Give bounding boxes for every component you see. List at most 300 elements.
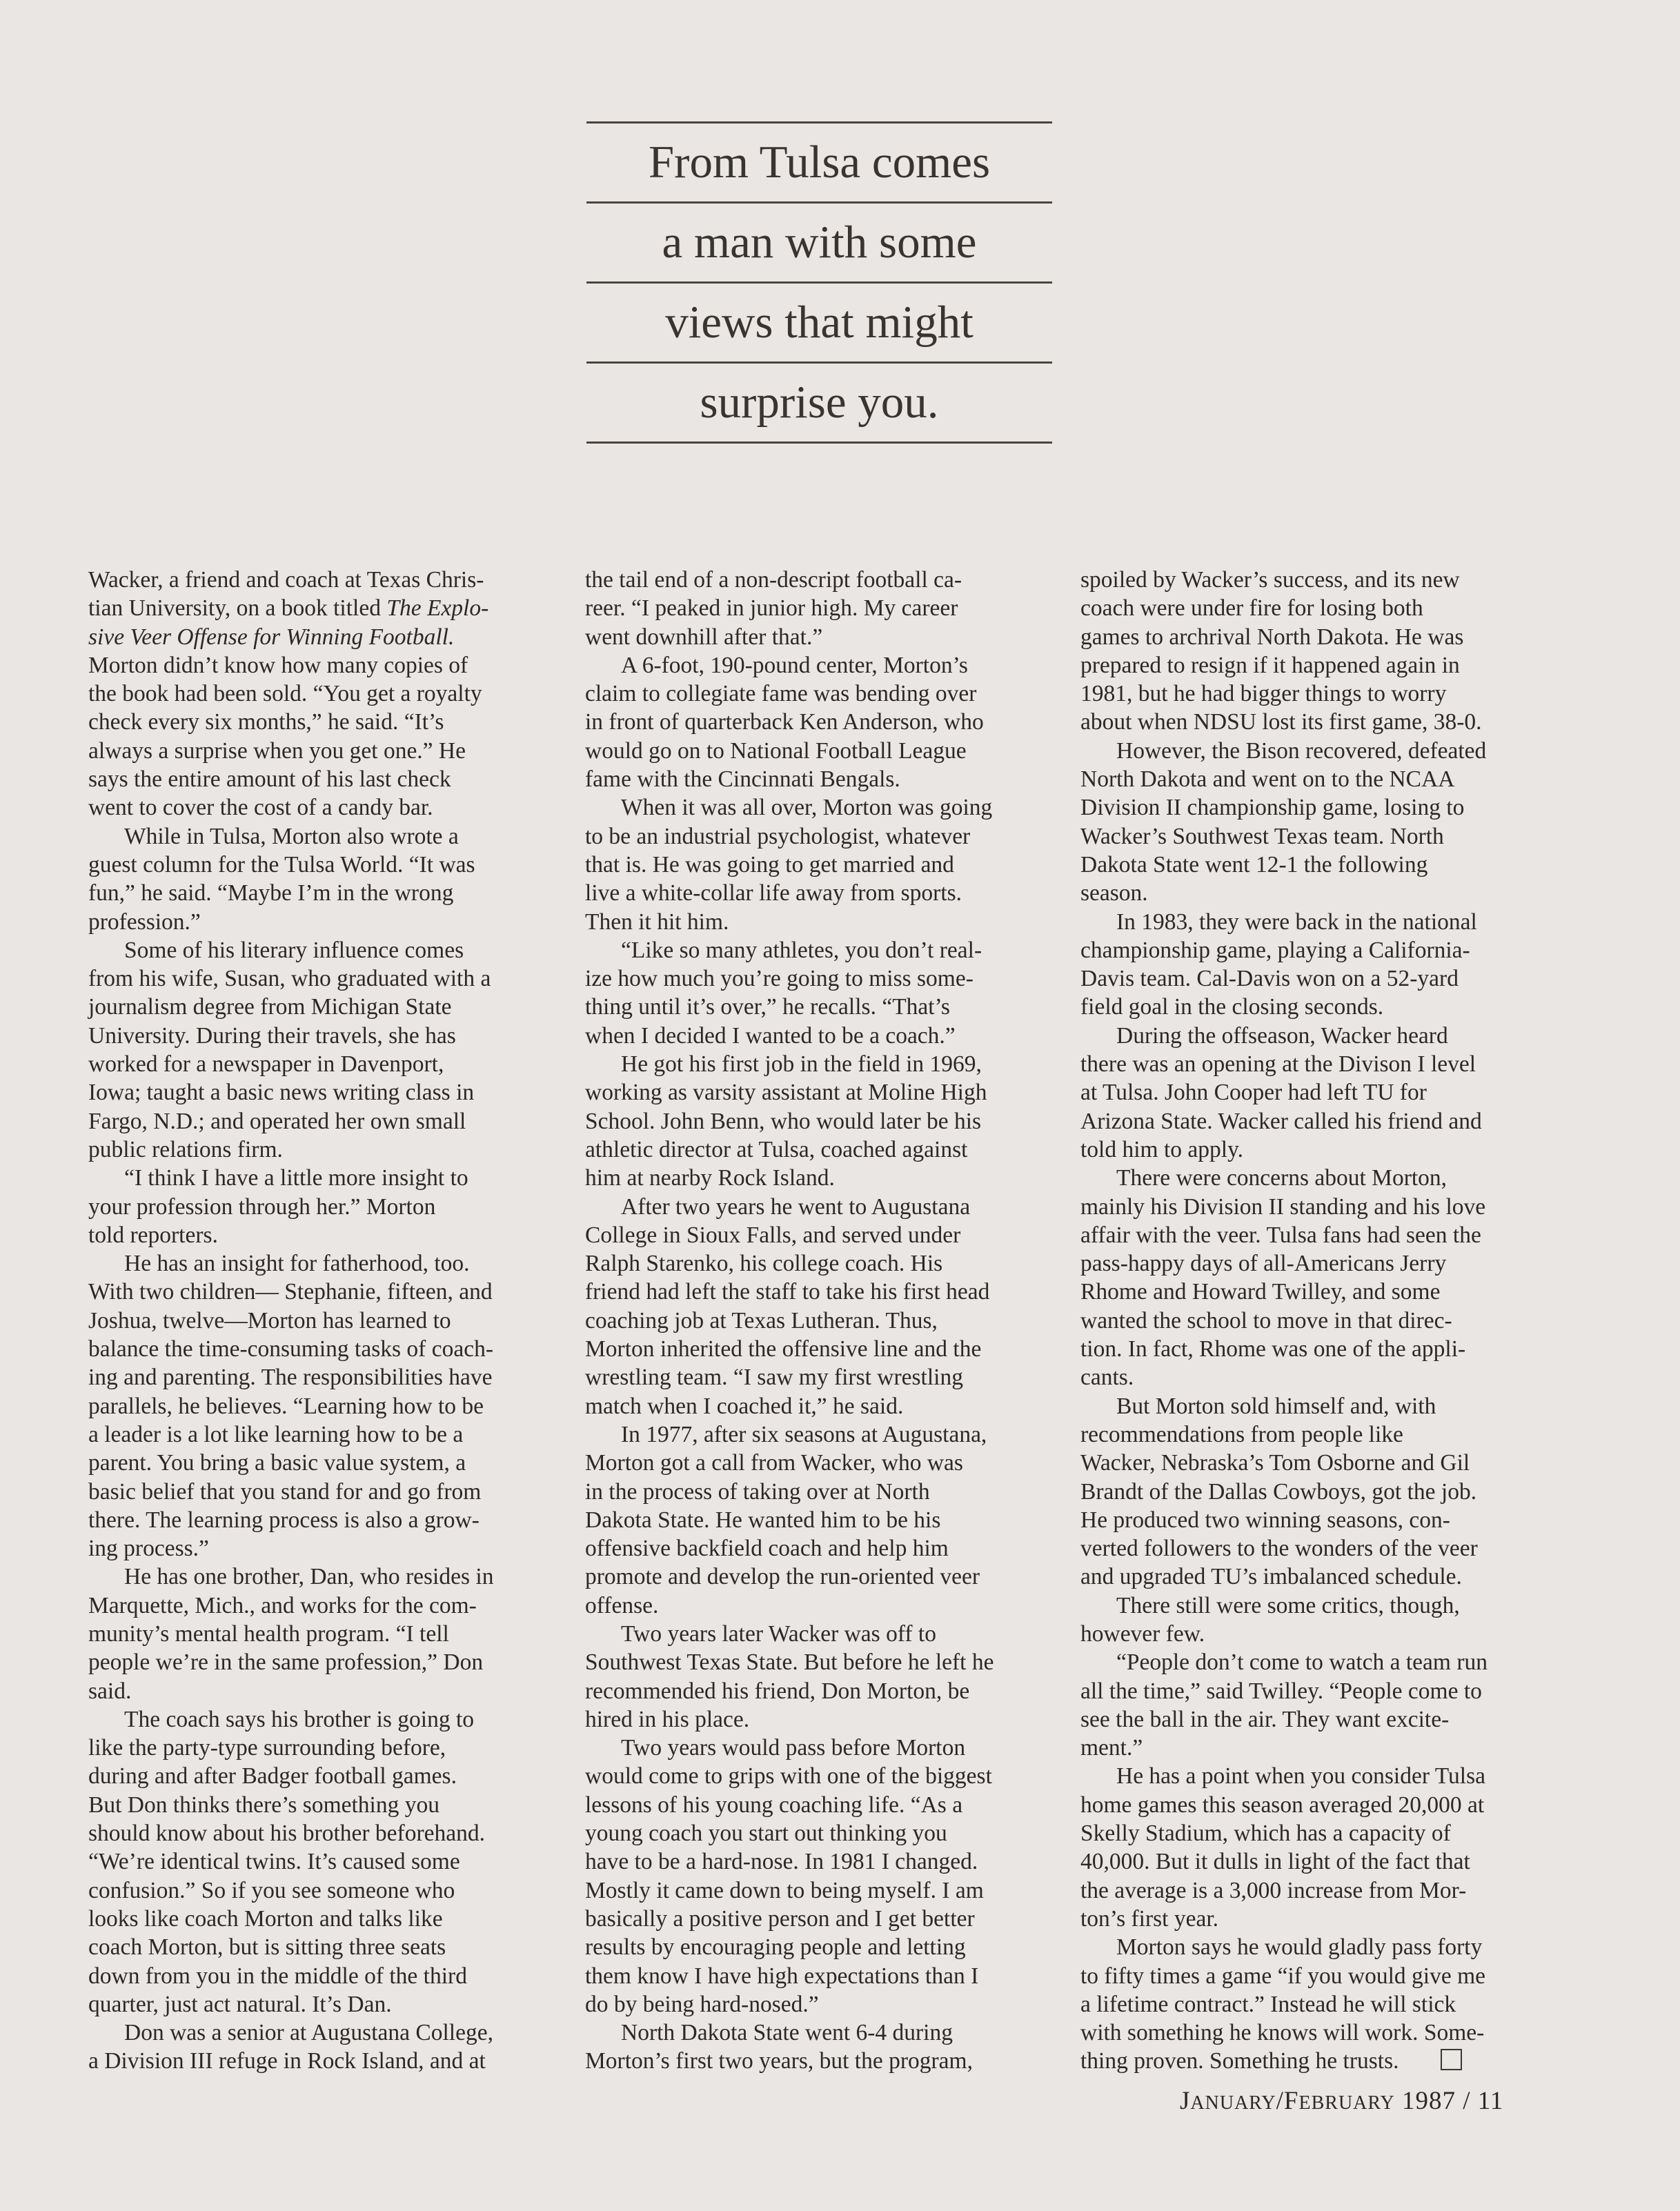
line-text: When it was all over, Morton was going (621, 795, 993, 821)
text-line (585, 1193, 1054, 1221)
text-line (88, 1563, 557, 1591)
line-text: “People don’t come to watch a team run (1116, 1649, 1488, 1676)
text-line (88, 1819, 557, 1847)
line-text: should know about his brother beforehand. (88, 1821, 485, 1847)
text-line (585, 765, 1054, 793)
line-text: offensive backfield coach and help him (585, 1536, 949, 1562)
line-text: claim to collegiate fame was bending over (585, 681, 977, 707)
text-line (1080, 822, 1550, 851)
text-line (585, 793, 1054, 822)
text-line (1080, 964, 1550, 993)
line-text: With two children— Stephanie, fifteen, and (88, 1279, 493, 1305)
text-line (1080, 1136, 1550, 1164)
line-text: said. (88, 1678, 132, 1704)
line-text: match when I coached it,” he said. (585, 1393, 904, 1419)
text-line (88, 1420, 557, 1449)
text-line (88, 1620, 557, 1648)
text-line (88, 793, 557, 822)
line-text: Mostly it came down to being myself. I am (585, 1877, 984, 1903)
line-text: While in Tulsa, Morton also wrote a (124, 823, 459, 849)
text-line (585, 2019, 1054, 2047)
text-line (88, 993, 557, 1021)
text-line (1080, 737, 1550, 765)
line-text: Morton didn’t know how many copies of (88, 652, 468, 678)
text-line (585, 1221, 1054, 1249)
text-line (585, 1506, 1054, 1534)
line-text: friend had left the staff to take his first head (585, 1279, 990, 1305)
line-text: balance the time-consuming tasks of coach- (88, 1336, 493, 1362)
text-line (585, 651, 1054, 680)
text-line (585, 594, 1054, 622)
line-text: have to be a hard-nose. In 1981 I changed. (585, 1849, 978, 1875)
headline-line: a man with some (662, 217, 977, 268)
text-line (1080, 1221, 1550, 1249)
line-text: Skelly Stadium, which has a capacity of (1080, 1821, 1451, 1847)
text-line (88, 594, 557, 622)
line-text: like the party-type surrounding before, (88, 1735, 446, 1761)
line-text: Then it hit him. (585, 909, 729, 935)
text-line (585, 1563, 1054, 1591)
text-line (88, 964, 557, 993)
text-line (1080, 1307, 1550, 1335)
text-line (1080, 651, 1550, 680)
line-text: Arizona State. Wacker called his friend and (1080, 1108, 1482, 1134)
headline-line: surprise you. (700, 377, 939, 428)
line-text: people we’re in the same profession,” Don (88, 1649, 484, 1676)
text-line (88, 1534, 557, 1563)
headline-rule (586, 442, 1052, 444)
line-text: Rhome and Howard Twilley, and some (1080, 1279, 1441, 1305)
text-line (88, 1677, 557, 1705)
line-text: would come to grips with one of the biggest (585, 1763, 992, 1789)
line-text: went downhill after that.” (585, 624, 823, 650)
folio-issue-page: 1987 / 11 (1394, 2087, 1504, 2115)
line-text: thing proven. Something he trusts. (1080, 2048, 1399, 2074)
line-text: when I decided I wanted to be a coach.” (585, 1022, 956, 1049)
text-line (1080, 623, 1550, 651)
line-text: thing until it’s over,” he recalls. “That’s (585, 994, 950, 1020)
line-text: however few. (1080, 1620, 1205, 1647)
line-text: mainly his Division II standing and his love (1080, 1193, 1486, 1220)
text-line (1080, 1107, 1550, 1136)
text-line (88, 1136, 557, 1164)
text-line (88, 1249, 557, 1278)
line-text: He produced two winning seasons, con- (1080, 1507, 1450, 1533)
text-line (1080, 1876, 1550, 1905)
line-text: that is. He was going to get married and (585, 851, 954, 878)
line-text: a lifetime contract.” Instead he will stick (1080, 1991, 1456, 2017)
line-text: However, the Bison recovered, defeated (1116, 737, 1487, 764)
text-line (88, 2047, 557, 2075)
text-line (585, 1392, 1054, 1420)
page-folio (1180, 2086, 1503, 2116)
line-text: Wacker, Nebraska’s Tom Osborne and Gil (1080, 1450, 1470, 1476)
line-text: worked for a newspaper in Davenport, (88, 1051, 444, 1078)
text-line (585, 1905, 1054, 1933)
line-text: Two years later Wacker was off to (621, 1620, 936, 1647)
text-line (1080, 1905, 1550, 1933)
line-text: wanted the school to move in that direc- (1080, 1307, 1452, 1333)
text-line (1080, 1705, 1550, 1734)
text-line (585, 1648, 1054, 1676)
text-line (88, 1278, 557, 1306)
text-line (1080, 1620, 1550, 1648)
text-line (88, 1933, 557, 1961)
text-line (585, 1990, 1054, 2019)
text-line (88, 708, 557, 736)
text-line (88, 1705, 557, 1734)
text-line (585, 1078, 1054, 1107)
line-text: There were concerns about Morton, (1116, 1165, 1447, 1191)
text-line (585, 566, 1054, 594)
line-text: Brandt of the Dallas Cowboys, got the job. (1080, 1478, 1477, 1505)
text-line (585, 1762, 1054, 1790)
text-line (1080, 1648, 1550, 1676)
line-text: coach were under fire for losing both (1080, 595, 1423, 622)
line-text: He has a point when you consider Tulsa (1116, 1763, 1486, 1789)
line-text: him at nearby Rock Island. (585, 1165, 835, 1191)
line-text: Dakota State. He wanted him to be his (585, 1507, 941, 1533)
line-text: University. During their travels, she has (88, 1022, 456, 1049)
text-line (1080, 851, 1550, 879)
line-text: He has one brother, Dan, who resides in (124, 1564, 494, 1590)
text-line (585, 1592, 1054, 1620)
line-text: looks like coach Morton and talks like (88, 1905, 443, 1932)
line-text: basically a positive person and I get better (585, 1905, 975, 1932)
text-line (88, 1962, 557, 1990)
text-line (88, 1193, 557, 1221)
folio-initial: F (1283, 2087, 1299, 2115)
line-text: would go on to National Football League (585, 737, 967, 764)
text-line (88, 1648, 557, 1676)
text-line (585, 1534, 1054, 1563)
text-line (585, 1249, 1054, 1278)
text-line (585, 1363, 1054, 1391)
text-line (88, 936, 557, 964)
text-line (1080, 2019, 1550, 2047)
text-line (585, 708, 1054, 736)
text-line (1080, 765, 1550, 793)
line-text: But Don thinks there’s something you (88, 1792, 439, 1818)
line-text: There still were some critics, though, (1116, 1592, 1460, 1618)
text-line (585, 1876, 1054, 1905)
line-text: Dakota State went 12-1 the following (1080, 851, 1428, 878)
text-line (88, 1905, 557, 1933)
line-text: In 1977, after six seasons at Augustana, (621, 1421, 987, 1447)
text-line (585, 908, 1054, 936)
folio-smallcaps: ANUARY (1190, 2092, 1276, 2114)
text-line (88, 566, 557, 594)
text-line (88, 1363, 557, 1391)
line-text: see the ball in the air. They want excite- (1080, 1706, 1450, 1732)
line-text: 1981, but he had bigger things to worry (1080, 681, 1447, 707)
text-line (1080, 879, 1550, 907)
text-line (585, 2047, 1054, 2075)
line-text: College in Sioux Falls, and served under (585, 1222, 961, 1248)
line-text: Southwest Texas State. But before he left he (585, 1649, 994, 1676)
text-line (88, 1107, 557, 1136)
line-text: Wacker, a friend and coach at Texas Chris- (88, 567, 484, 593)
line-text: Davis team. Cal-Davis won on a 52-yard (1080, 966, 1459, 992)
text-line (1080, 1762, 1550, 1790)
line-text: there was an opening at the Divison I level (1080, 1051, 1476, 1078)
line-text: During the offseason, Wacker heard (1116, 1022, 1448, 1049)
text-line (88, 1847, 557, 1876)
line-text: during and after Badger football games. (88, 1763, 457, 1789)
text-line (1080, 1164, 1550, 1192)
headline (586, 121, 1052, 444)
text-line (1080, 594, 1550, 622)
text-line (585, 1335, 1054, 1363)
line-text: in front of quarterback Ken Anderson, who (585, 709, 984, 735)
text-line (585, 1962, 1054, 1990)
line-text: Morton’s first two years, but the program, (585, 2048, 973, 2074)
text-line (88, 1335, 557, 1363)
line-text: ing process.” (88, 1536, 209, 1562)
text-line (585, 993, 1054, 1021)
line-text: live a white-collar life away from sports. (585, 880, 962, 906)
line-text: prepared to resign if it happened again in (1080, 652, 1460, 678)
line-text: field goal in the closing seconds. (1080, 994, 1384, 1020)
line-text: Wacker’s Southwest Texas team. North (1080, 823, 1444, 849)
line-text: tion. In fact, Rhome was one of the appli- (1080, 1336, 1466, 1362)
line-text: to fifty times a game “if you would give me (1080, 1963, 1486, 1989)
line-text: parent. You bring a basic value system, a (88, 1450, 466, 1476)
text-line (88, 651, 557, 680)
text-line (88, 1478, 557, 1506)
line-text: 40,000. But it dulls in light of the fact that (1080, 1849, 1470, 1875)
line-text: recommendations from people like (1080, 1421, 1403, 1447)
text-line (585, 1620, 1054, 1648)
line-text: says the entire amount of his last check (88, 766, 451, 793)
text-line (88, 2019, 557, 2047)
line-text: them know I have high expectations than I (585, 1963, 979, 1989)
line-text: fame with the Cincinnati Bengals. (585, 766, 900, 793)
text-line (1080, 1734, 1550, 1762)
line-text: Division II championship game, losing to (1080, 795, 1465, 821)
folio-slash: / (1276, 2087, 1284, 2115)
line-text: pass-happy days of all-Americans Jerry (1080, 1251, 1447, 1277)
line-text: ize how much you’re going to miss some- (585, 966, 974, 992)
text-line (1080, 1363, 1550, 1391)
line-text: working as varsity assistant at Moline High (585, 1080, 987, 1106)
text-line (88, 851, 557, 879)
line-text: wrestling team. “I saw my first wrestling (585, 1365, 963, 1391)
folio-smallcaps: EBRUARY (1298, 2092, 1395, 2114)
line-text: Ralph Starenko, his college coach. His (585, 1251, 943, 1277)
text-line (585, 1734, 1054, 1762)
line-text: quarter, just act natural. It’s Dan. (88, 1991, 392, 2017)
line-text: check every six months,” he said. “It’s (88, 709, 444, 735)
line-text: season. (1080, 880, 1148, 906)
line-text: But Morton sold himself and, with (1116, 1393, 1436, 1419)
line-text: coach Morton, but is sitting three seats (88, 1934, 446, 1961)
line-text: a leader is a lot like learning how to be a (88, 1421, 464, 1447)
text-line (1080, 1249, 1550, 1278)
text-line (585, 737, 1054, 765)
text-line (585, 1478, 1054, 1506)
line-text: A 6-foot, 190-pound center, Morton’s (621, 652, 968, 678)
line-text: in the process of taking over at North (585, 1478, 930, 1505)
text-line (88, 1449, 557, 1477)
book-title-italic: sive Veer Offense for Winning Football. (88, 624, 455, 650)
line-text: young coach you start out thinking you (585, 1821, 947, 1847)
line-text: munity’s mental health program. “I tell (88, 1620, 449, 1647)
text-line (88, 1791, 557, 1819)
line-text: ing and parenting. The responsibilities have (88, 1365, 493, 1391)
line-text: went to cover the cost of a candy bar. (88, 795, 433, 821)
line-text: Don was a senior at Augustana College, (124, 2020, 493, 2046)
line-text: home games this season averaged 20,000 at (1080, 1792, 1485, 1818)
text-line (585, 1107, 1054, 1136)
text-line (1080, 1592, 1550, 1620)
text-line (1080, 1534, 1550, 1563)
text-line (1080, 1449, 1550, 1477)
line-text: games to archrival North Dakota. He was (1080, 624, 1464, 650)
line-text: He got his first job in the field in 1969, (621, 1051, 982, 1078)
line-text: the tail end of a non-descript football ca- (585, 567, 962, 593)
line-text: ton’s first year. (1080, 1905, 1219, 1932)
line-text: down from you in the middle of the third (88, 1963, 467, 1989)
text-line (585, 964, 1054, 993)
line-text: the average is a 3,000 increase from Mor- (1080, 1877, 1467, 1903)
line-text: lessons of his young coaching life. “As a (585, 1792, 963, 1818)
line-text: athletic director at Tulsa, coached against (585, 1136, 968, 1162)
text-line (88, 1990, 557, 2019)
text-line (1080, 1791, 1550, 1819)
text-line (585, 1164, 1054, 1192)
line-text: basic belief that you stand for and go from (88, 1478, 482, 1505)
line-text: confusion.” So if you see someone who (88, 1877, 455, 1903)
article-column-1 (88, 566, 557, 2076)
text-line (585, 623, 1054, 651)
text-line (88, 1876, 557, 1905)
text-line (88, 1592, 557, 1620)
text-line (585, 851, 1054, 879)
article-column-2 (585, 566, 1054, 2076)
line-text: public relations firm. (88, 1136, 283, 1162)
text-line (1080, 1563, 1550, 1591)
line-text: championship game, playing a California- (1080, 937, 1470, 963)
text-line (585, 1705, 1054, 1734)
line-text: journalism degree from Michigan State (88, 994, 452, 1020)
line-text: there. The learning process is also a grow- (88, 1507, 480, 1533)
text-line (1080, 993, 1550, 1021)
line-text: Joshua, twelve—Morton has learned to (88, 1307, 451, 1333)
text-line (585, 1819, 1054, 1847)
text-line (1080, 1022, 1550, 1050)
text-line (1080, 1962, 1550, 1990)
text-line (1080, 2047, 1550, 2075)
text-line (88, 1078, 557, 1107)
line-text: parallels, he believes. “Learning how to be (88, 1393, 484, 1419)
line-text: profession.” (88, 909, 201, 935)
line-text: “We’re identical twins. It’s caused some (88, 1849, 460, 1875)
line-text: The coach says his brother is going to (124, 1706, 475, 1732)
text-line (88, 1221, 557, 1249)
text-line (88, 822, 557, 851)
line-text: offense. (585, 1592, 659, 1618)
line-text: do by being hard-nosed.” (585, 1991, 819, 2017)
text-line (88, 737, 557, 765)
text-line (585, 936, 1054, 964)
text-line (1080, 1677, 1550, 1705)
text-line (88, 1307, 557, 1335)
text-line (88, 908, 557, 936)
text-line (585, 1449, 1054, 1477)
text-line (1080, 1278, 1550, 1306)
text-line (88, 879, 557, 907)
text-line (1080, 1392, 1550, 1420)
line-text: Morton got a call from Wacker, who was (585, 1450, 963, 1476)
line-text: Fargo, N.D.; and operated her own small (88, 1108, 466, 1134)
line-text: North Dakota and went on to the NCAA (1080, 766, 1455, 793)
line-text: a Division III refuge in Rock Island, and at (88, 2048, 486, 2074)
text-line (1080, 680, 1550, 708)
text-line (88, 1164, 557, 1192)
line-text: reer. “I peaked in junior high. My career (585, 595, 958, 622)
line-text: “Like so many athletes, you don’t real- (621, 937, 982, 963)
line-text: to be an industrial psychologist, whatever (585, 823, 971, 849)
line-text: fun,” he said. “Maybe I’m in the wrong (88, 880, 454, 906)
text-line (585, 1307, 1054, 1335)
line-text: from his wife, Susan, who graduated with a (88, 966, 491, 992)
line-text: promote and develop the run-oriented veer (585, 1564, 980, 1590)
text-line (1080, 1078, 1550, 1107)
line-text: Some of his literary influence comes (124, 937, 464, 963)
text-line (1080, 1819, 1550, 1847)
line-text: results by encouraging people and letting (585, 1934, 966, 1961)
article-column-3 (1080, 566, 1550, 2076)
text-line (585, 1847, 1054, 1876)
line-text: with something he knows will work. Some- (1080, 2020, 1485, 2046)
text-line (1080, 936, 1550, 964)
line-text: School. John Benn, who would later be his (585, 1108, 982, 1134)
line-text: Morton says he would gladly pass forty (1116, 1934, 1483, 1961)
line-text: guest column for the Tulsa World. “It was (88, 851, 475, 878)
text-line (585, 1677, 1054, 1705)
line-text: Morton inherited the offensive line and the (585, 1336, 982, 1362)
text-line (585, 879, 1054, 907)
text-line (1080, 1990, 1550, 2019)
line-text: told him to apply. (1080, 1136, 1244, 1162)
text-line (88, 1392, 557, 1420)
line-text: the book had been sold. “You get a royalty (88, 681, 482, 707)
line-text: at Tulsa. John Cooper had left TU for (1080, 1080, 1427, 1106)
text-line (88, 765, 557, 793)
line-text: ment.” (1080, 1735, 1143, 1761)
line-text: about when NDSU lost its first game, 38-0. (1080, 709, 1482, 735)
line-text: told reporters. (88, 1222, 218, 1248)
text-line (88, 1050, 557, 1078)
text-line (1080, 1847, 1550, 1876)
text-line (585, 1791, 1054, 1819)
line-text: Iowa; taught a basic news writing class in (88, 1080, 475, 1106)
text-line (1080, 1050, 1550, 1078)
text-line (1080, 1506, 1550, 1534)
text-line (585, 1050, 1054, 1078)
line-text: North Dakota State went 6-4 during (621, 2020, 953, 2046)
headline-line: views that might (665, 297, 974, 348)
line-text: always a surprise when you get one.” He (88, 737, 466, 764)
text-line (88, 623, 557, 651)
end-mark-icon (1441, 2049, 1462, 2070)
line-text: all the time,” said Twilley. “People come to (1080, 1678, 1482, 1704)
text-line (1080, 1335, 1550, 1363)
text-line (1080, 1420, 1550, 1449)
text-line (1080, 1193, 1550, 1221)
line-text: tian University, on a book titled (88, 595, 387, 622)
